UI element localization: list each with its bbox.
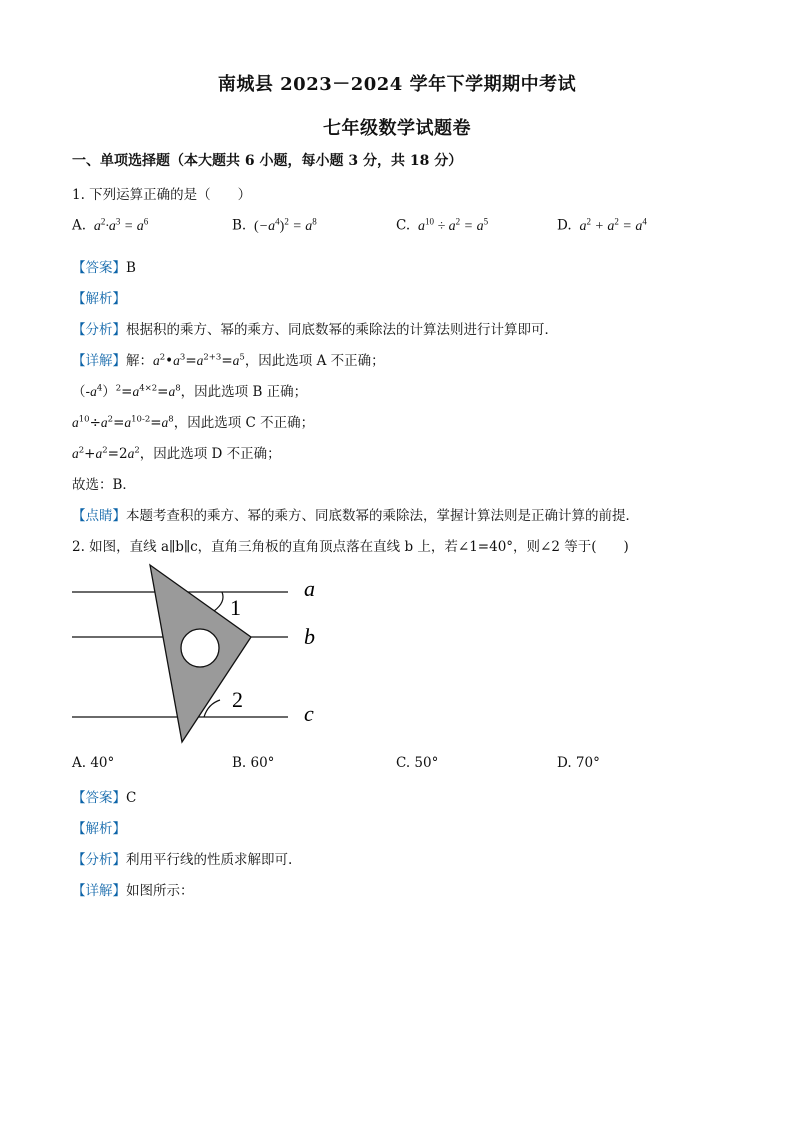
q1-detail-d — [72, 442, 281, 462]
q1-choose: 故选：B． — [72, 477, 136, 493]
q1-detail-a-expr: a — [153, 353, 160, 368]
q1-option-b — [232, 216, 317, 235]
q2-analysis-tag: 【解析】 — [72, 821, 126, 837]
q1-review-text: 本题考查积的乘方、幂的乘方、同底数幂的乘除法，掌握计算法则是正确计算的前提． — [126, 508, 639, 524]
q1-fenxi — [72, 318, 558, 338]
q1-option-c-label: C. — [396, 217, 411, 234]
q1-detail-a: 【详解】解：$a^2•a^3=a^{2+3}=a^5$，因此选项 A 不正确； — [72, 352, 385, 369]
q1-detail-c-text: ，因此选项 C 不正确； — [173, 415, 315, 431]
q1-fenxi-tag: 【分析】 — [72, 322, 126, 338]
exam-title: 南城县 2023－2024 学年下学期期中考试 — [217, 74, 577, 95]
q1-answer-value: B — [126, 260, 136, 276]
q1-option-a-label: A. — [72, 217, 87, 234]
q1-option-d — [557, 216, 647, 235]
q1-option-d-label: D. — [557, 217, 572, 234]
q1-detail-b-text: ，因此选项 B 正确； — [180, 384, 308, 400]
q2-detail-tag: 【详解】 — [72, 883, 126, 899]
q1-option-b-label: B. — [232, 217, 247, 234]
q1-detail-c — [72, 411, 314, 431]
q2-detail-text: 如图所示： — [126, 883, 194, 899]
q1-detail-tag: 【详解】 — [72, 353, 126, 369]
q1-answer-tag: 【答案】 — [72, 260, 126, 276]
q1-detail-d-expr: $a^2+a^2=2a^2$ — [72, 445, 140, 462]
q1-option-c-expr: $a^{10} \div a^2 = a^5$ — [414, 216, 489, 234]
q2-fenxi — [72, 848, 292, 868]
line-a-label: a — [304, 576, 315, 601]
q2-answer-value: C — [126, 790, 137, 806]
q2-option-d: D. 70° — [557, 755, 600, 771]
q1-detail-a-text: ，因此选项 A 不正确； — [244, 353, 385, 369]
angle2-label: 2 — [232, 687, 243, 712]
q2-answer — [72, 786, 136, 806]
q2-figure — [66, 560, 336, 750]
q2-answer-tag: 【答案】 — [72, 790, 126, 806]
angle1-arc — [214, 592, 223, 611]
q1-analysis-tag: 【解析】 — [72, 291, 126, 307]
q1-fenxi-text: 根据积的乘方、幂的乘方、同底数幂的乘除法的计算法则进行计算即可． — [126, 322, 558, 338]
q1-detail-b-expr: $(-a^4)^2=a^{4\times 2}=a^8$ — [72, 383, 181, 400]
angle1-label: 1 — [230, 595, 241, 620]
q1-review — [72, 504, 639, 524]
line-b-label: b — [304, 624, 315, 649]
q1-answer — [72, 256, 136, 276]
q1-stem: 1. 下列运算正确的是（ ） — [72, 187, 252, 203]
q2-option-b: B. 60° — [232, 755, 275, 771]
q2-option-a: A. 40° — [72, 755, 115, 771]
q2-option-c: C. 50° — [396, 755, 439, 771]
q1-detail-d-text: ，因此选项 D 不正确； — [139, 446, 281, 462]
q2-fenxi-tag: 【分析】 — [72, 852, 126, 868]
q1-option-a-expr: $a^2\cdot a^3 = a^6$ — [90, 216, 149, 234]
set-square-hole — [181, 629, 219, 667]
q1-detail-c-expr: $a^{10}\div a^2=a^{10-2}=a^8$ — [72, 414, 174, 431]
section-heading: 一、单项选择题（本大题共 6 小题，每小题 3 分，共 18 分） — [72, 153, 463, 169]
q2-fenxi-text: 利用平行线的性质求解即可. — [126, 852, 293, 868]
q2-detail — [72, 879, 194, 899]
q1-review-tag: 【点睛】 — [72, 508, 126, 524]
q1-option-d-expr: $a^2 + a^2 = a^4$ — [575, 216, 647, 234]
q1-option-c — [396, 216, 488, 235]
line-c-label: c — [304, 701, 314, 726]
q2-stem: 2. 如图，直线 a∥b∥c，直角三角板的直角顶点落在直线 b 上，若∠1=40°，则∠2 等于( ) — [72, 539, 629, 555]
q1-option-b-expr: $(-a^4)^2 = a^8$ — [254, 216, 317, 234]
q1-detail-prefix: 解： — [126, 353, 153, 369]
q1-option-a — [72, 216, 148, 235]
q1-detail-b — [72, 380, 307, 400]
exam-subtitle: 七年级数学试题卷 — [323, 118, 471, 139]
